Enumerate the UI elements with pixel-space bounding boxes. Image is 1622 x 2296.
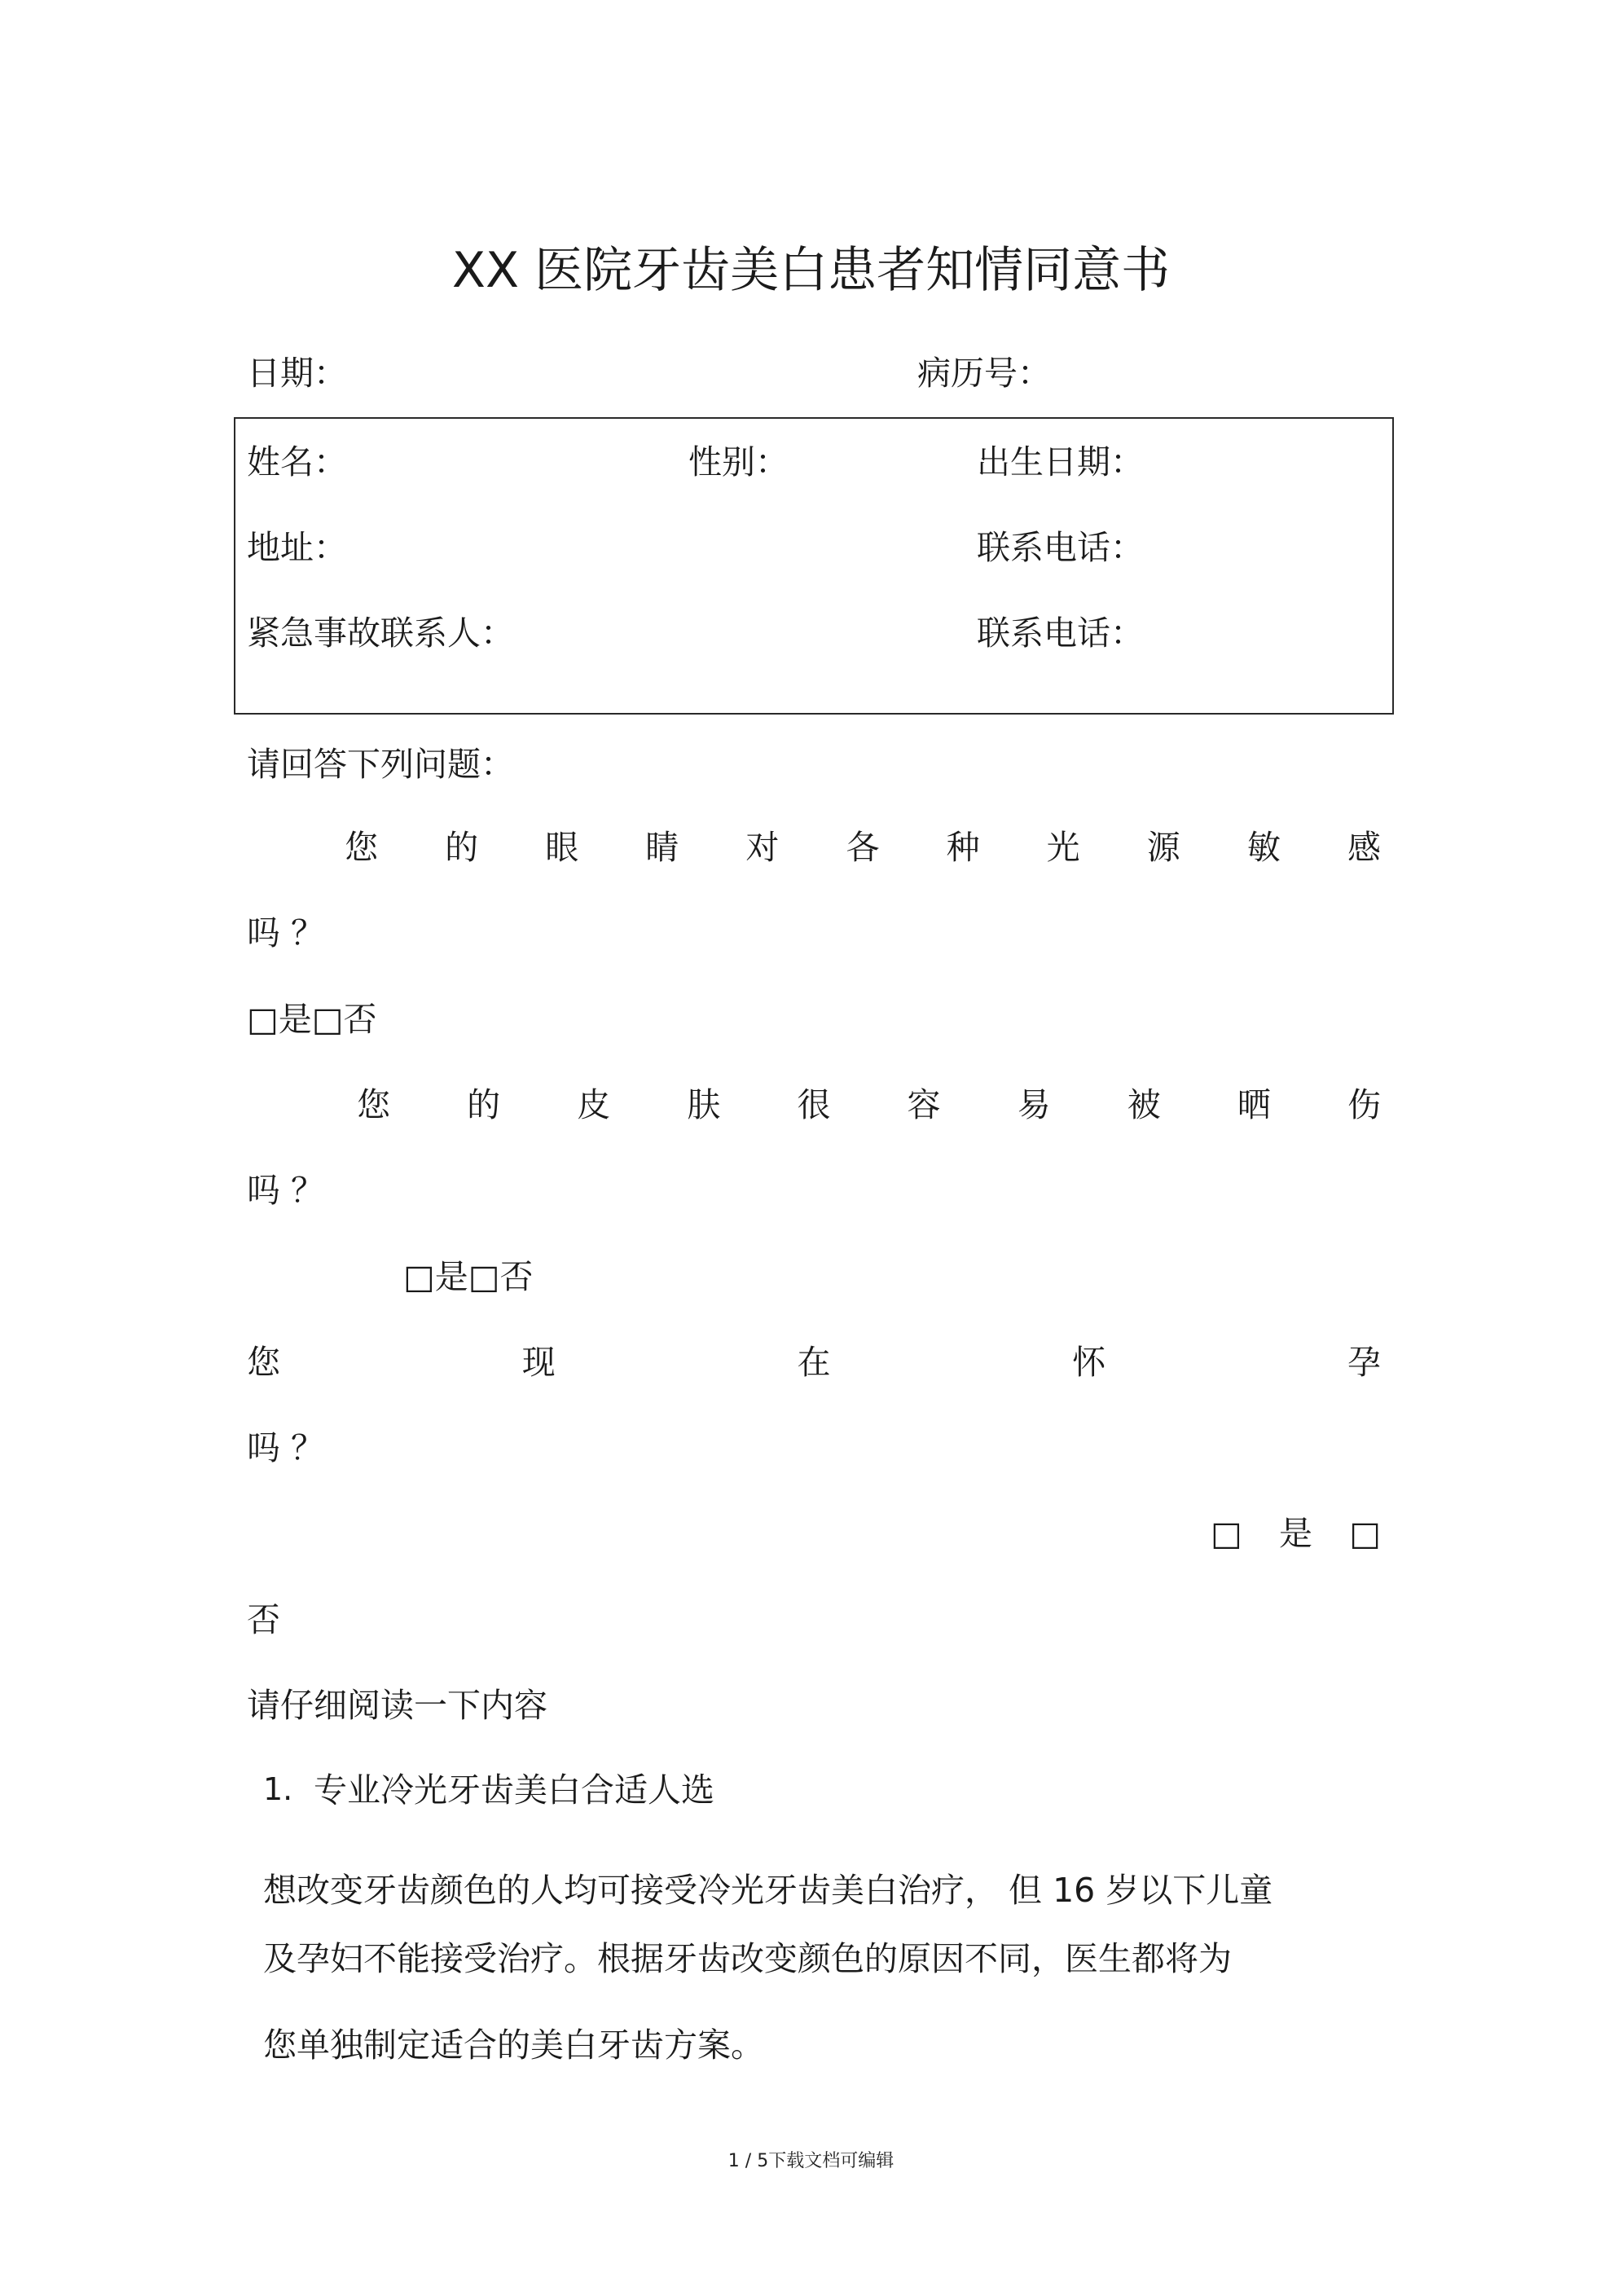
question-2-char: 的 — [467, 1085, 501, 1124]
question-2-char: 您 — [357, 1085, 390, 1124]
question-1-char: 源 — [1146, 828, 1180, 867]
question-1-char: 种 — [946, 828, 980, 867]
question-2-char: 晒 — [1237, 1085, 1271, 1124]
section-1-number: 1. — [263, 1771, 293, 1807]
question-1-char: 您 — [345, 828, 378, 867]
question-1-char: 各 — [846, 828, 880, 867]
question-2-char: 很 — [797, 1085, 831, 1124]
question-1-char: 光 — [1046, 828, 1080, 867]
questions-intro: 请回答下列问题： — [247, 745, 514, 784]
patient-info-box — [234, 417, 1394, 715]
question-3-char: 您 — [247, 1343, 280, 1382]
question-3-no-label: 否 — [247, 1600, 280, 1639]
question-2-options[interactable]: □是□否 — [403, 1257, 534, 1296]
question-3-char: 怀 — [1072, 1343, 1106, 1382]
address-label: 地址： — [247, 528, 347, 567]
medical-record-label: 病历号： — [917, 354, 1051, 393]
question-1-options[interactable]: □是□否 — [247, 1000, 377, 1039]
question-1-text — [345, 828, 1381, 867]
section-1-line: 及孕妇不能接受治疗。根据牙齿改变颜色的原因不同，医生都将为 — [263, 1939, 1232, 1978]
section-1-line: 您单独制定适合的美白牙齿方案。 — [263, 2025, 764, 2065]
question-1-char: 睛 — [645, 828, 679, 867]
question-3-char: 在 — [797, 1343, 831, 1382]
question-2-char: 容 — [907, 1085, 941, 1124]
question-1-char: 对 — [745, 828, 780, 867]
emergency-contact-label: 紧急事故联系人： — [247, 614, 514, 653]
question-3-text — [247, 1343, 1381, 1382]
phone-label: 联系电话： — [977, 528, 1144, 567]
question-3-char: 现 — [521, 1343, 556, 1382]
question-2-char: 肤 — [687, 1085, 721, 1124]
yes-checkbox[interactable]: □ — [1211, 1514, 1242, 1553]
birth-date-label: 出生日期： — [977, 442, 1144, 482]
question-3-options[interactable] — [1211, 1514, 1381, 1553]
yes-label: 是 — [1279, 1514, 1312, 1553]
date-label: 日期： — [247, 354, 347, 393]
document-title: XX 医院牙齿美白患者知情同意书 — [451, 242, 1171, 299]
gender-label: 性别： — [688, 442, 789, 482]
section-1-line: 想改变牙齿颜色的人均可接受冷光牙齿美白治疗， 但 16 岁以下儿童 — [263, 1871, 1273, 1910]
question-2-char: 易 — [1017, 1085, 1051, 1124]
question-1-char: 敏 — [1246, 828, 1281, 867]
question-1-char: 感 — [1347, 828, 1381, 867]
read-intro: 请仔细阅读一下内容 — [247, 1686, 547, 1725]
question-2-char: 皮 — [577, 1085, 611, 1124]
question-2-tail: 吗 ？ — [247, 1171, 325, 1210]
question-3-tail: 吗 ？ — [247, 1428, 325, 1467]
question-1-char: 眼 — [545, 828, 579, 867]
name-label: 姓名： — [247, 442, 347, 482]
question-1-char: 的 — [445, 828, 479, 867]
section-1-heading: 专业冷光牙齿美白合适人选 — [314, 1770, 714, 1810]
question-2-char: 被 — [1127, 1085, 1161, 1124]
question-2-char: 伤 — [1347, 1085, 1381, 1124]
page-footer: 1 / 5下载文档可编辑 — [727, 2151, 895, 2171]
no-checkbox[interactable]: □ — [1349, 1514, 1381, 1553]
question-3-char: 孕 — [1347, 1343, 1381, 1382]
question-1-tail: 吗 ？ — [247, 913, 325, 952]
question-2-text — [357, 1085, 1381, 1124]
emergency-phone-label: 联系电话： — [977, 614, 1144, 653]
